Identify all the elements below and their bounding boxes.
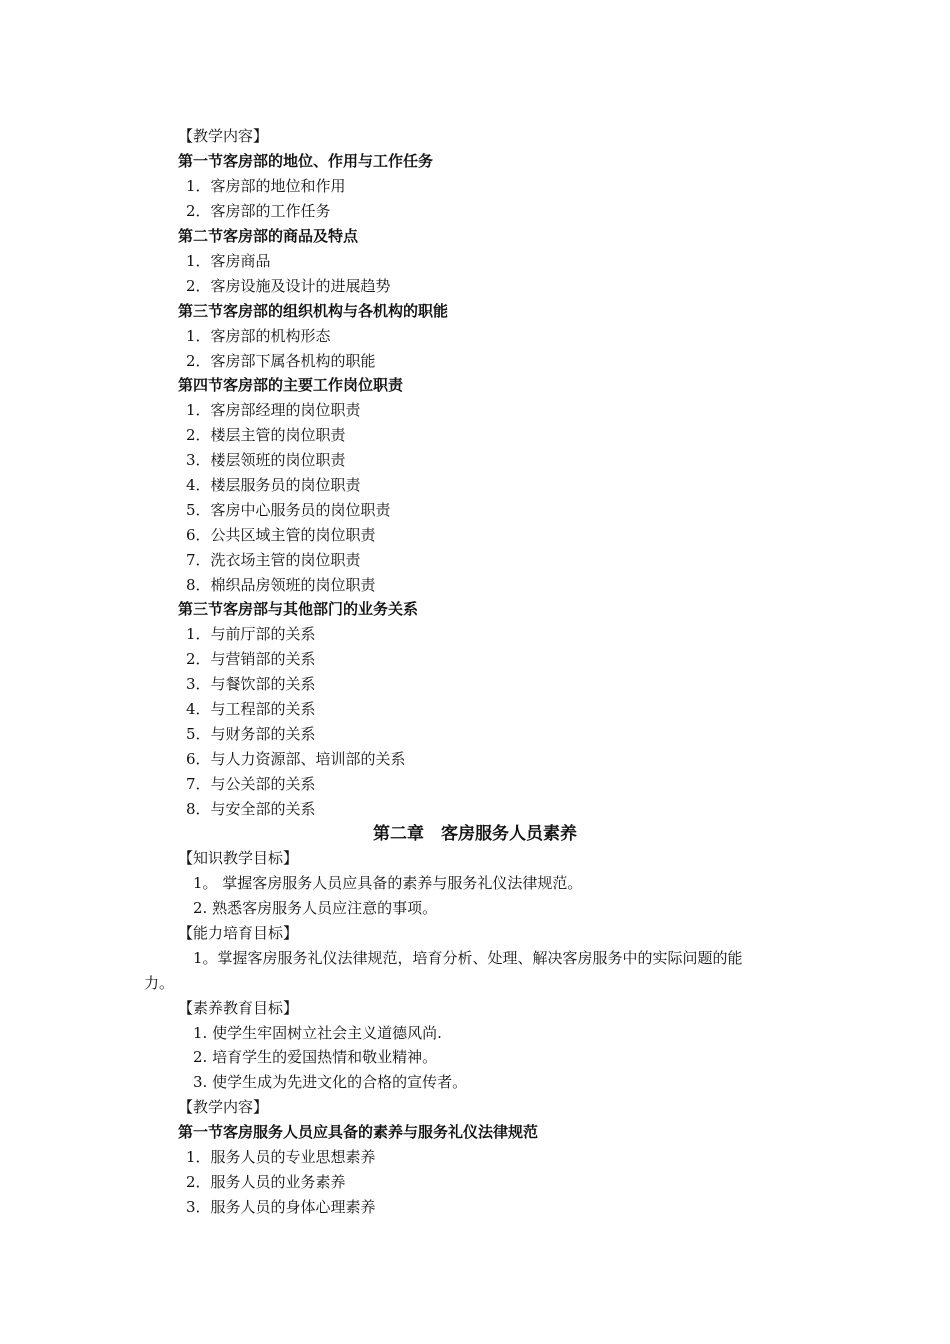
list-item: 2．楼层主管的岗位职责	[186, 426, 346, 444]
list-item: 8．棉织品房领班的岗位职责	[186, 576, 376, 594]
paragraph-line: 力。	[144, 974, 175, 992]
list-item: 2．与营销部的关系	[186, 650, 316, 668]
list-item: 7．洗衣场主管的岗位职责	[186, 551, 361, 569]
list-item: 4．楼层服务员的岗位职责	[186, 476, 361, 494]
section-title: 第二节客房部的商品及特点	[178, 227, 359, 245]
section-title: 第一节客房服务人员应具备的素养与服务礼仪法律规范	[178, 1123, 539, 1141]
section-title: 第四节客房部的主要工作岗位职责	[178, 376, 404, 394]
list-item: 1。 掌握客房服务人员应具备的素养与服务礼仪法律规范。	[193, 874, 583, 892]
list-item: 3．楼层领班的岗位职责	[186, 451, 346, 469]
teaching-content-heading: 【教学内容】	[178, 1098, 269, 1116]
list-item: 5．与财务部的关系	[186, 725, 316, 743]
list-item: 2．客房设施及设计的进展趋势	[186, 277, 391, 295]
list-item: 2. 熟悉客房服务人员应注意的事项。	[193, 899, 438, 917]
list-item: 1．客房部经理的岗位职责	[186, 401, 361, 419]
list-item: 4．与工程部的关系	[186, 700, 316, 718]
list-item: 3. 使学生成为先进文化的合格的宣传者。	[193, 1073, 468, 1091]
list-item: 1. 使学生牢固树立社会主义道德风尚.	[193, 1024, 442, 1042]
list-item: 2. 培育学生的爱国热情和敬业精神。	[193, 1048, 438, 1066]
section-title: 第三节客房部与其他部门的业务关系	[178, 600, 419, 618]
knowledge-objectives-heading: 【知识教学目标】	[178, 849, 299, 867]
ability-objectives-heading: 【能力培育目标】	[178, 924, 299, 942]
list-item: 3．与餐饮部的关系	[186, 675, 316, 693]
quality-objectives-heading: 【素养教育目标】	[178, 999, 299, 1017]
list-item: 2．客房部的工作任务	[186, 202, 331, 220]
chapter-title: 第二章 客房服务人员素养	[373, 824, 577, 844]
section-title: 第一节客房部的地位、作用与工作任务	[178, 152, 434, 170]
list-item: 5．客房中心服务员的岗位职责	[186, 501, 391, 519]
list-item: 1．客房部的机构形态	[186, 327, 331, 345]
teaching-content-heading: 【教学内容】	[178, 127, 269, 145]
list-item: 2．服务人员的业务素养	[186, 1173, 346, 1191]
list-item: 2．客房部下属各机构的职能	[186, 352, 376, 370]
list-item: 8．与安全部的关系	[186, 800, 316, 818]
list-item: 6．公共区域主管的岗位职责	[186, 526, 376, 544]
list-item: 1．与前厅部的关系	[186, 625, 316, 643]
list-item: 1．客房商品	[186, 252, 271, 270]
list-item: 1．服务人员的专业思想素养	[186, 1148, 376, 1166]
list-item: 1．客房部的地位和作用	[186, 177, 346, 195]
list-item: 3．服务人员的身体心理素养	[186, 1198, 376, 1216]
list-item: 7．与公关部的关系	[186, 775, 316, 793]
paragraph-line: 1。掌握客房服务礼仪法律规范，培育分析、处理、解决客房服务中的实际问题的能	[193, 949, 743, 967]
section-title: 第三节客房部的组织机构与各机构的职能	[178, 302, 449, 320]
list-item: 6．与人力资源部、培训部的关系	[186, 750, 406, 768]
